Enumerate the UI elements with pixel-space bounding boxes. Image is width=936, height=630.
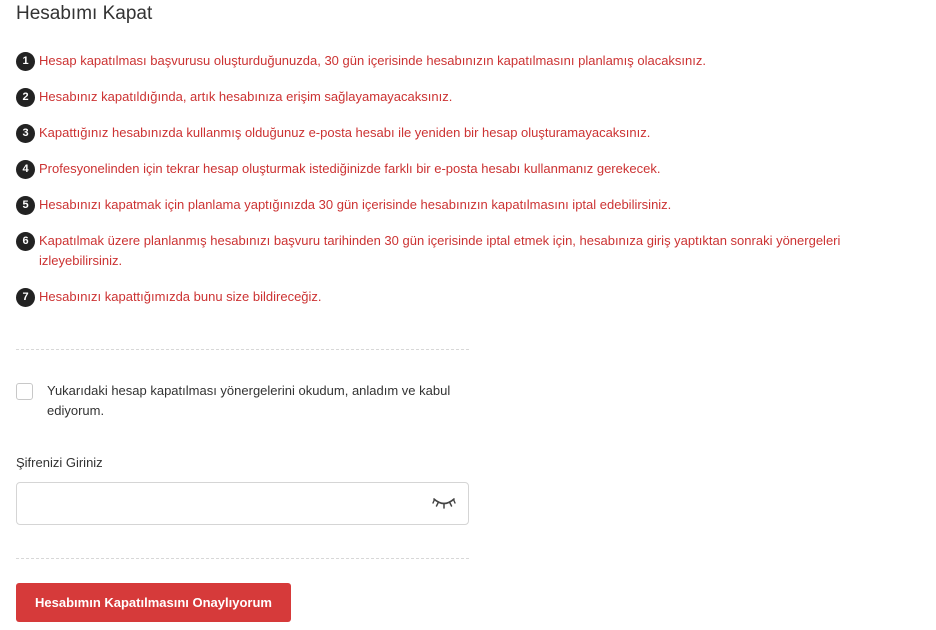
rule-item (16, 87, 926, 107)
rule-text: Hesabınız kapatıldığında, artık hesabınıza erişim sağlayamayacaksınız. (39, 89, 453, 104)
rule-text: Hesabınızı kapattığımızda bunu size bildireceğiz. (39, 289, 322, 304)
password-input[interactable] (17, 483, 417, 524)
number-badge: 4 (16, 160, 35, 179)
divider (16, 349, 469, 350)
rule-item (16, 159, 926, 179)
divider (16, 558, 469, 559)
rules-list (16, 51, 926, 323)
rule-text: Profesyonelinden için tekrar hesap oluşturmak istediğinizde farklı bir e-posta hesabı kullanmanız gerekecek. (39, 161, 661, 176)
number-badge: 2 (16, 88, 35, 107)
rule-item (16, 231, 926, 271)
password-field (16, 482, 469, 525)
number-badge: 6 (16, 232, 35, 251)
confirm-close-account-button[interactable]: Hesabımın Kapatılmasını Onaylıyorum (16, 583, 291, 622)
rule-text: Kapattığınız hesabınızda kullanmış olduğunuz e-posta hesabı ile yeniden bir hesap oluşturamayacaksınız. (39, 125, 651, 140)
password-label: Şifrenizi Giriniz (16, 455, 103, 470)
page-title: Hesabımı Kapat (16, 3, 153, 24)
number-badge: 5 (16, 196, 35, 215)
rule-item (16, 287, 926, 307)
rule-item (16, 195, 926, 215)
eye-closed-icon[interactable] (432, 495, 456, 512)
number-badge: 1 (16, 52, 35, 71)
consent-checkbox[interactable] (16, 383, 33, 400)
number-badge: 3 (16, 124, 35, 143)
rule-item (16, 51, 926, 71)
rule-text: Hesap kapatılması başvurusu oluşturduğunuzda, 30 gün içerisinde hesabınızın kapatılmasını planlamış olacaksınız. (39, 53, 706, 68)
rule-text: Hesabınızı kapatmak için planlama yaptığınızda 30 gün içerisinde hesabınızın kapatılmasını iptal edebilirsiniz. (39, 197, 672, 212)
number-badge: 7 (16, 288, 35, 307)
rule-item (16, 123, 926, 143)
rule-text: Kapatılmak üzere planlanmış hesabınızı başvuru tarihinden 30 gün içerisinde iptal etmek için, hesabınıza giriş yaptıktan sonraki yönergeleri izleyebilirsiniz. (39, 233, 841, 268)
consent-label: Yukarıdaki hesap kapatılması yönergelerini okudum, anladım ve kabul ediyorum. (47, 383, 451, 418)
